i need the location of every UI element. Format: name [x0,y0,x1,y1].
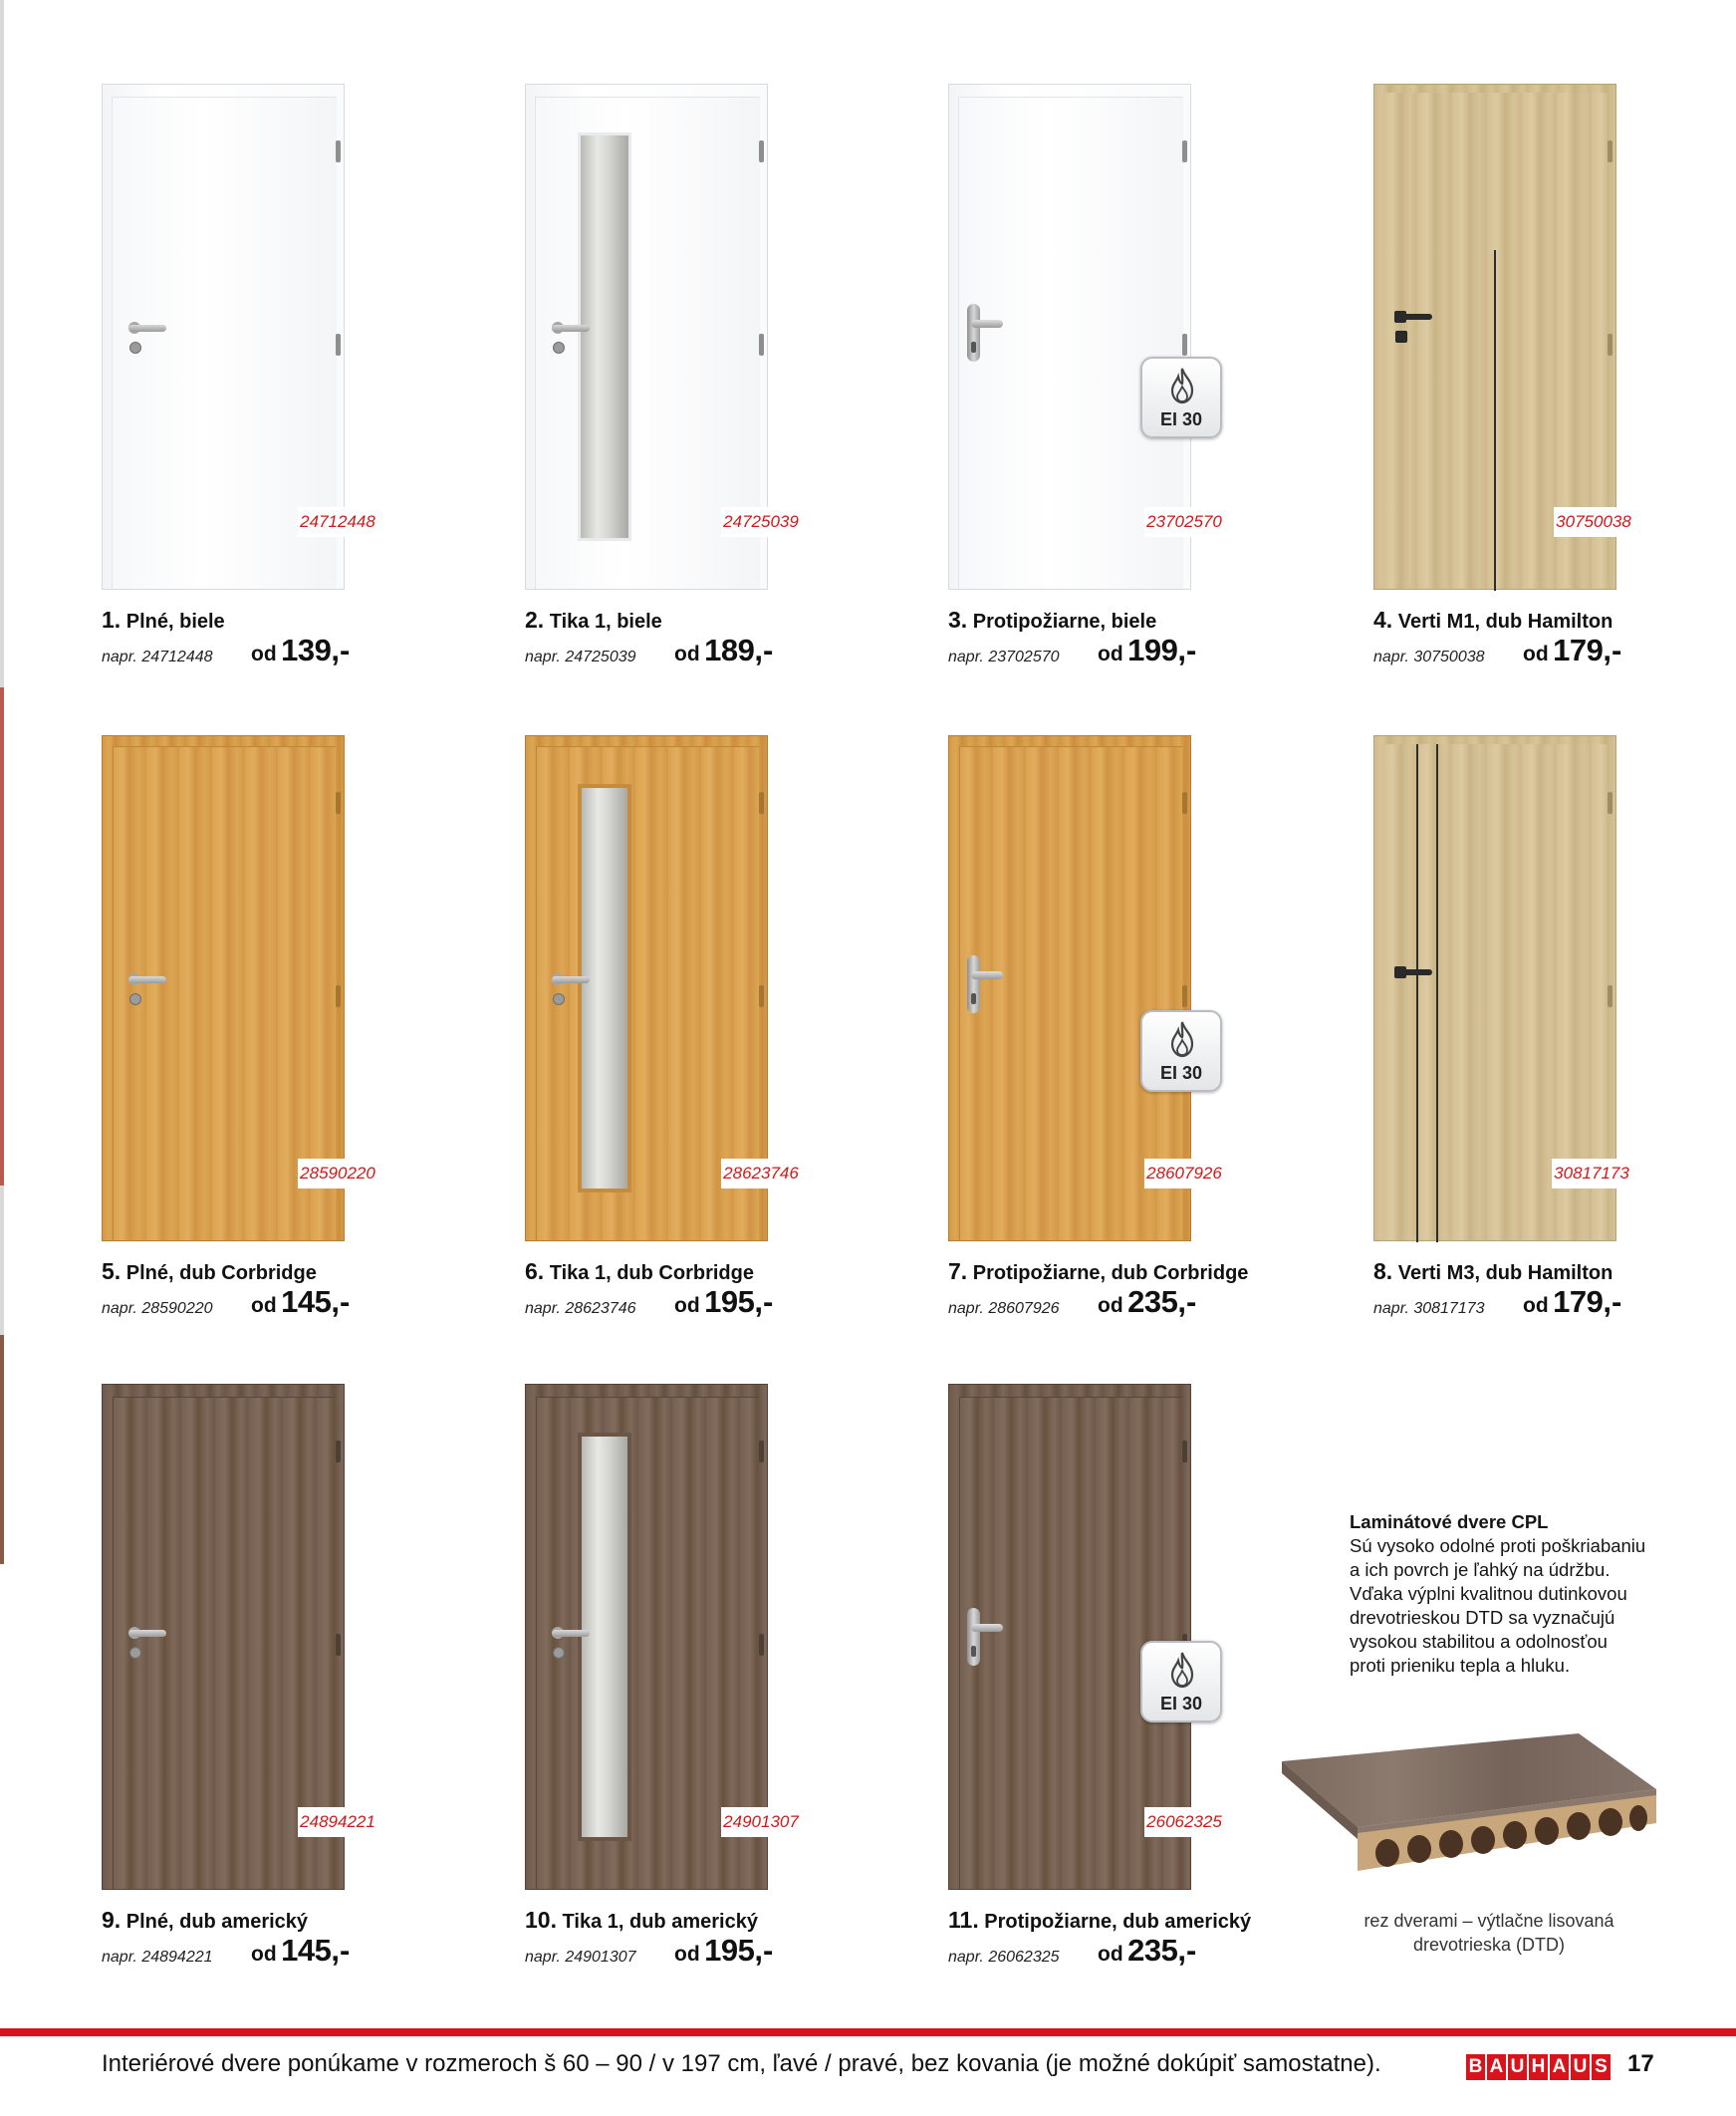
product-title: 11. Protipožiarne, dub americký [948,1907,1252,1933]
door-image [948,735,1222,1241]
footer-divider [0,2028,1736,2036]
product-code: napr. 24894221 [102,1949,213,1966]
product-title: 9. Plné, dub americký [102,1907,309,1933]
product-title: 1. Plné, biele [102,607,225,633]
door-handle-icon [1394,314,1434,338]
product-card-1[interactable] [102,84,430,681]
product-card-9[interactable] [102,1384,430,1982]
product-price: od 145,- [251,1284,351,1319]
product-title: 4. Verti M1, dub Hamilton [1373,607,1613,633]
product-title: 7. Protipožiarne, dub Corbridge [948,1258,1249,1284]
logo-letter: A [1487,2054,1506,2080]
product-card-8[interactable] [1373,735,1702,1333]
product-code-tag: 24901307 [721,1807,801,1837]
product-title: 6. Tika 1, dub Corbridge [525,1258,754,1284]
product-card-4[interactable] [1373,84,1702,681]
product-price: od 235,- [1098,1933,1197,1968]
product-code-tag: 30817173 [1552,1159,1631,1189]
door-cross-section-image [1280,1731,1658,1881]
product-code: napr. 28590220 [102,1300,213,1317]
fire-rating-badge: EI 30 [1140,357,1222,438]
product-price: od 235,- [1098,1284,1197,1319]
fire-rating-badge: EI 30 [1140,1010,1222,1092]
product-price: od 145,- [251,1933,351,1968]
product-code-tag: 24712448 [298,507,377,537]
product-title: 3. Protipožiarne, biele [948,607,1157,633]
logo-letter: U [1571,2054,1590,2080]
door-image [525,1384,799,1890]
door-handle-icon [128,1630,168,1654]
product-code: napr. 24725039 [525,649,636,665]
door-handle-icon [552,1630,592,1654]
product-price: od 179,- [1523,1284,1622,1319]
door-image [1373,735,1629,1241]
info-title: Laminátové dvere CPL [1350,1511,1549,1532]
door-image [102,84,375,590]
product-price: od 195,- [674,1284,774,1319]
product-price: od 139,- [251,633,351,667]
product-card-11[interactable] [948,1384,1277,1982]
product-code-tag: 30750038 [1554,507,1633,537]
product-code-tag: 24725039 [721,507,801,537]
logo-letter: H [1529,2054,1548,2080]
cross-section-caption: rez dverami – výtlačne lisovaná drevotrieska (DTD) [1364,1911,1614,1955]
logo-letter: B [1466,2054,1485,2080]
product-card-7[interactable] [948,735,1277,1333]
cpl-info-block [1350,1510,1648,1678]
product-code: napr. 24712448 [102,649,213,665]
product-code: napr. 28607926 [948,1300,1060,1317]
door-image [102,1384,375,1890]
footer-note: Interiérové dvere ponúkame v rozmeroch š 60 – 90 / v 197 cm, ľavé / pravé, bez kovania (je možné dokúpiť samostatne). [102,2050,1381,2077]
product-code-tag: 24894221 [298,1807,377,1837]
door-image [525,84,799,590]
door-image [948,1384,1222,1890]
product-code-tag: 23702570 [1144,507,1224,537]
product-card-10[interactable] [525,1384,854,1982]
product-code: napr. 23702570 [948,649,1060,665]
product-card-2[interactable] [525,84,854,681]
product-code: napr. 24901307 [525,1949,636,1966]
fire-door-handle-icon [967,955,1005,1015]
fire-door-handle-icon [967,304,1005,364]
product-price: od 189,- [674,633,774,667]
door-handle-icon [128,325,168,349]
logo-letter: S [1592,2054,1611,2080]
logo-letter: A [1550,2054,1569,2080]
logo-letter: U [1508,2054,1527,2080]
door-image [525,735,799,1241]
bauhaus-logo [1466,2054,1612,2080]
door-handle-icon [1394,969,1434,993]
product-title: 2. Tika 1, biele [525,607,662,633]
door-handle-icon [552,976,592,1000]
flame-icon [1166,367,1198,404]
product-code-tag: 28607926 [1144,1159,1224,1189]
product-code-tag: 28590220 [298,1159,377,1189]
product-card-5[interactable] [102,735,430,1333]
product-code-tag: 28623746 [721,1159,801,1189]
fire-door-handle-icon [967,1608,1005,1668]
flame-icon [1166,1651,1198,1689]
fire-rating-badge: EI 30 [1140,1641,1222,1722]
product-code: napr. 30817173 [1373,1300,1485,1317]
product-code-tag: 26062325 [1144,1807,1224,1837]
product-price: od 199,- [1098,633,1197,667]
door-image [1373,84,1631,590]
door-handle-icon [552,325,592,349]
product-card-6[interactable] [525,735,854,1333]
product-code: napr. 26062325 [948,1949,1060,1966]
product-code: napr. 28623746 [525,1300,636,1317]
product-price: od 195,- [674,1933,774,1968]
product-title: 5. Plné, dub Corbridge [102,1258,317,1284]
info-text: Sú vysoko odolné proti poškriabaniu a ich povrch je ľahký na údržbu. Vďaka výplni kvalitnou dutinkovou drevotrieskou DTD sa vyznačujú vysokou stabilitou a odolnosťou proti prieniku tepla a hluku. [1350,1535,1646,1676]
flame-icon [1166,1020,1198,1058]
door-image [102,735,375,1241]
door-image [948,84,1222,590]
product-code: napr. 30750038 [1373,649,1485,665]
page-edge-strip [0,0,4,1564]
product-title: 8. Verti M3, dub Hamilton [1373,1258,1613,1284]
product-title: 10. Tika 1, dub americký [525,1907,758,1933]
door-handle-icon [128,976,168,1000]
product-price: od 179,- [1523,633,1622,667]
product-card-3[interactable] [948,84,1277,681]
page-number: 17 [1627,2050,1654,2077]
